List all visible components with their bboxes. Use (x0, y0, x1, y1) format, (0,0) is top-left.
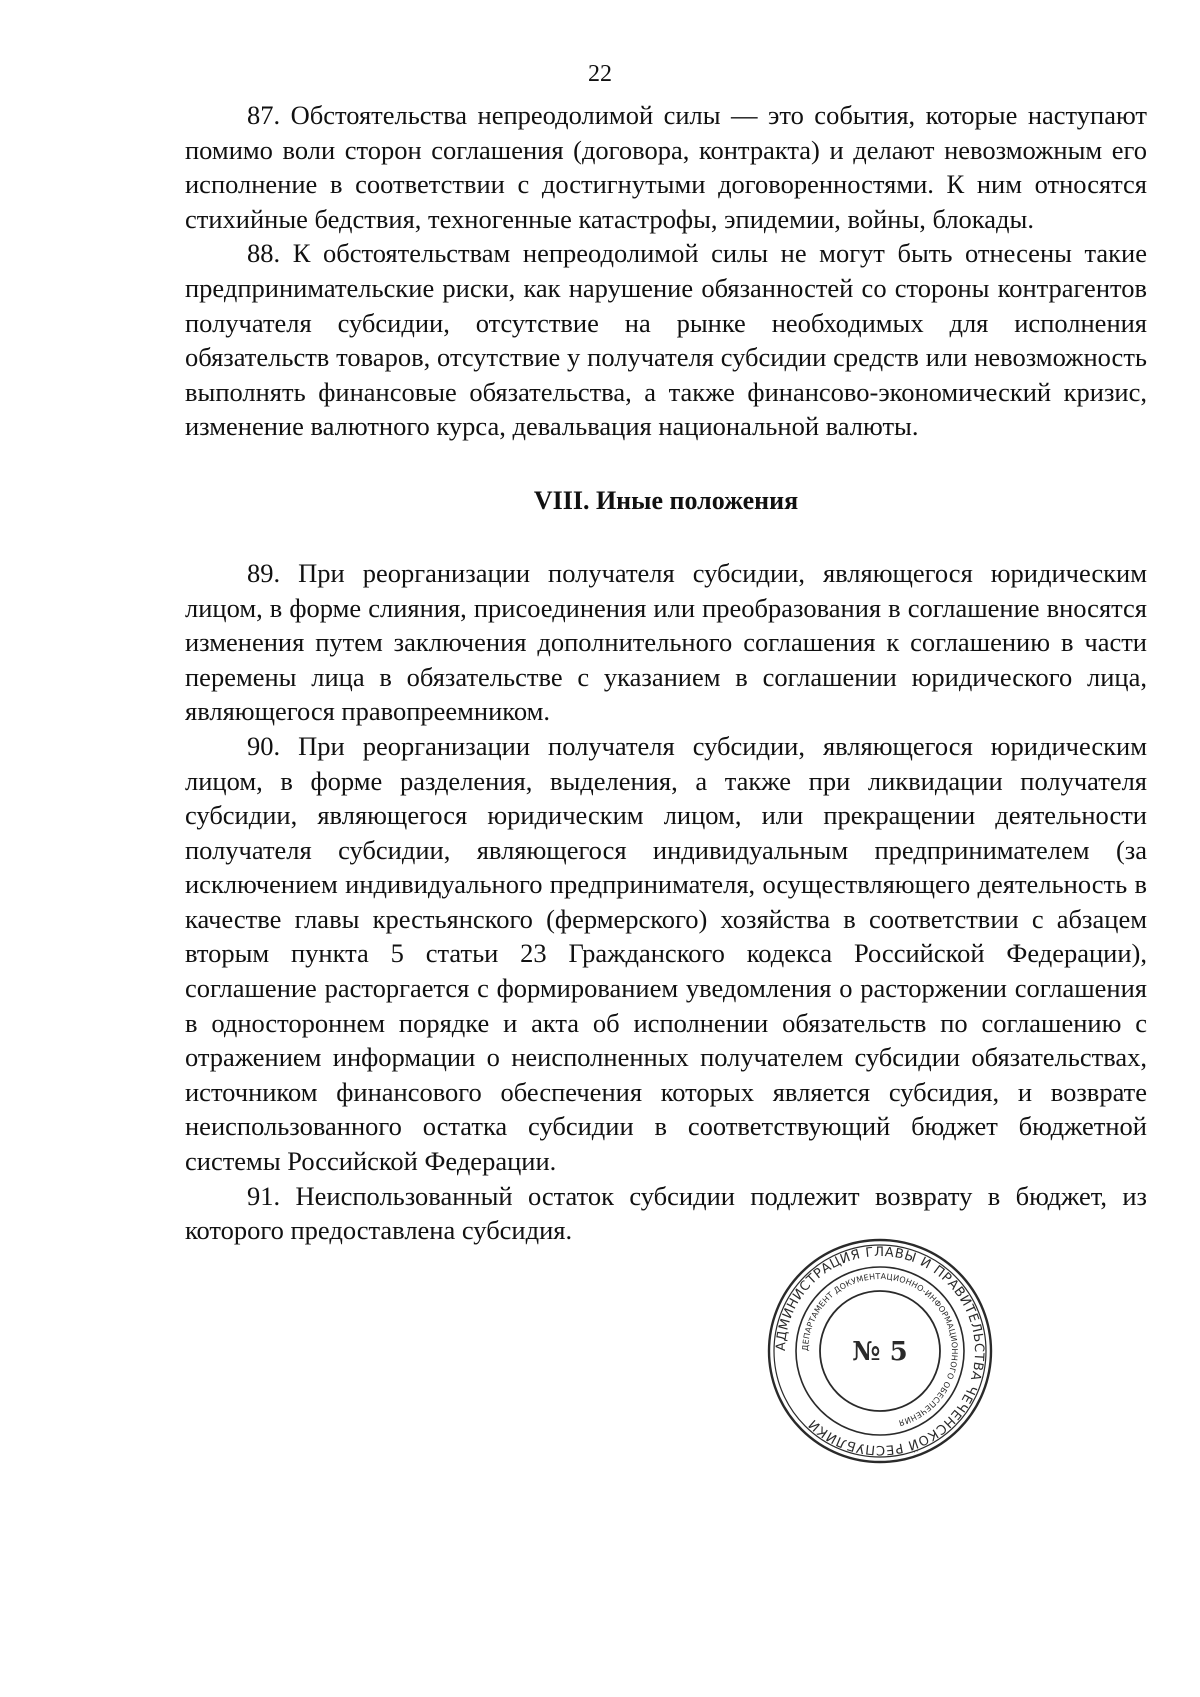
paragraph-89: 89. При реорганизации получателя субсидии, являющегося юридическим лицом, в форме слияния, присоединения или преобразования в соглашение вносятся изменения путем заключения дополнительного соглашения к соглашению в части перемены лица в обязательстве с указанием в соглашении юридического лица, являющегося правопреемником. (185, 557, 1147, 727)
seal-outer-text: АДМИНИСТРАЦИЯ ГЛАВЫ И ПРАВИТЕЛЬСТВА ЧЕЧЕНСКОЙ РЕСПУБЛИКИ (773, 1244, 987, 1458)
paragraph-87: 87. Обстоятельства непреодолимой силы — это события, которые наступают помимо воли сторон соглашения (договора, контракта) и делают невозможным его исполнение в соответствии с достигнутыми договоренностями. К ним относятся стихийные бедствия, техногенные катастрофы, эпидемии, войны, блокады. (185, 100, 1147, 234)
seal-number: № 5 (852, 1337, 908, 1367)
paragraph-88: 88. К обстоятельствам непреодолимой силы не могут быть отнесены такие предпринимательские риски, как нарушение обязанностей со стороны контрагентов получателя субсидии, отсутствие на рынке необходимых для исполнения обязательств товаров, отсутствие у получателя субсидии средств или невозможность выполнять финансовые обязательства, а также финансово-экономический кризис, изменение валютного курса, девальвация национальной валюты. (185, 238, 1147, 442)
section-heading: VIII. Иные положения (533, 485, 799, 515)
paragraph-91: 91. Неиспользованный остаток субсидии подлежит возврату в бюджет, из которого предоставлена субсидия. (185, 1180, 1147, 1246)
paragraph-90: 90. При реорганизации получателя субсидии, являющегося юридическим лицом, в форме разделения, выделения, а также при ликвидации получателя субсидии, являющегося юридическим лицом, или прекращении деятельности получателя субсидии, являющегося индивидуальным предпринимателем (за исключением индивидуального предпринимателя, осуществляющего деятельность в качестве главы крестьянского (фермерского) хозяйства в соответствии с абзацем вторым пункта 5 статьи 23 Гражданского кодекса Российской Федерации), соглашение расторгается с формированием уведомления о расторжении соглашения в одностороннем порядке и акта об исполнении обязательств по соглашению с отражением информации о неисполненных получателем субсидии обязательствах, источником финансового обеспечения которых является субсидия, и возврате неиспользованного остатка субсидии в соответствующий бюджет бюджетной системы Российской Федерации. (185, 730, 1147, 1177)
document-body (185, 98, 1147, 1248)
seal-icon (765, 1236, 995, 1466)
page-number: 22 (588, 61, 612, 87)
official-seal-stamp (765, 1236, 995, 1466)
seal-inner-text: ДЕПАРТАМЕНТ ДОКУМЕНТАЦИОННО-ИНФОРМАЦИОННОГО ОБЕСПЕЧЕНИЯ (800, 1271, 960, 1428)
